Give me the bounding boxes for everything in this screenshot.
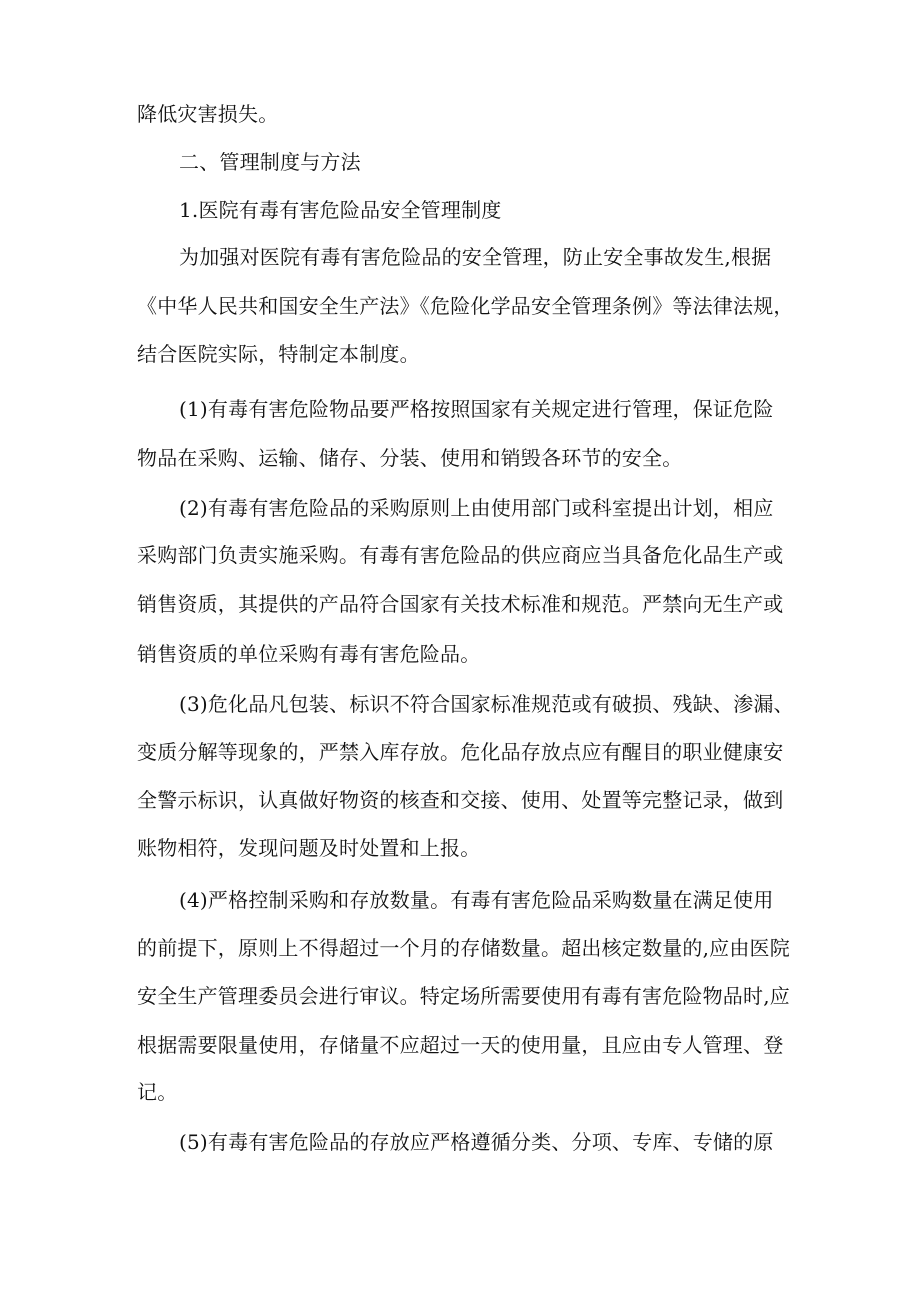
text-line: 的前提下，原则上不得超过一个月的存储数量。超出核定数量的,应由医院	[137, 936, 790, 960]
section-heading: 二、管理制度与方法	[179, 150, 361, 174]
text-line: 销售资质的单位采购有毒有害危险品。	[137, 642, 481, 666]
text-line: 《中华人民共和国安全生产法》《危险化学品安全管理条例》等法律法规，	[137, 294, 794, 318]
text-line: 账物相符，发现问题及时处置和上报。	[137, 836, 481, 860]
text-line: (1)有毒有害危险物品要严格按照国家有关规定进行管理，保证危险	[179, 397, 774, 421]
text-line: 为加强对医院有毒有害危险品的安全管理，防止安全事故发生,根据	[179, 245, 772, 269]
text-line: 变质分解等现象的，严禁入库存放。危化品存放点应有醒目的职业健康安	[137, 740, 784, 764]
text-line: 安全生产管理委员会进行审议。特定场所需要使用有毒有害危险物品时,应	[137, 984, 790, 1008]
text-line: (5)有毒有害危险品的存放应严格遵循分类、分项、专库、专储的原	[179, 1130, 774, 1154]
text-line: 根据需要限量使用，存储量不应超过一天的使用量，且应由专人管理、登	[137, 1033, 784, 1057]
text-line: 全警示标识，认真做好物资的核查和交接、使用、处置等完整记录，做到	[137, 788, 784, 812]
text-line: 物品在采购、运输、储存、分装、使用和销毁各环节的安全。	[137, 446, 683, 470]
text-line: (3)危化品凡包装、标识不符合国家标准规范或有破损、残缺、渗漏、	[179, 692, 794, 716]
subsection-heading: 1.医院有毒有害危险品安全管理制度	[179, 198, 502, 222]
text-line: (2)有毒有害危险品的采购原则上由使用部门或科室提出计划，相应	[179, 496, 774, 520]
text-line: 结合医院实际，特制定本制度。	[137, 342, 420, 366]
text-line: 记。	[137, 1080, 178, 1104]
text-line: 采购部门负责实施采购。有毒有害危险品的供应商应当具备危化品生产或	[137, 543, 784, 567]
text-line: 销售资质，其提供的产品符合国家有关技术标准和规范。严禁向无生产或	[137, 592, 784, 616]
text-line: (4)严格控制采购和存放数量。有毒有害危险品采购数量在满足使用	[179, 888, 774, 912]
text-line: 降低灾害损失。	[137, 102, 279, 126]
